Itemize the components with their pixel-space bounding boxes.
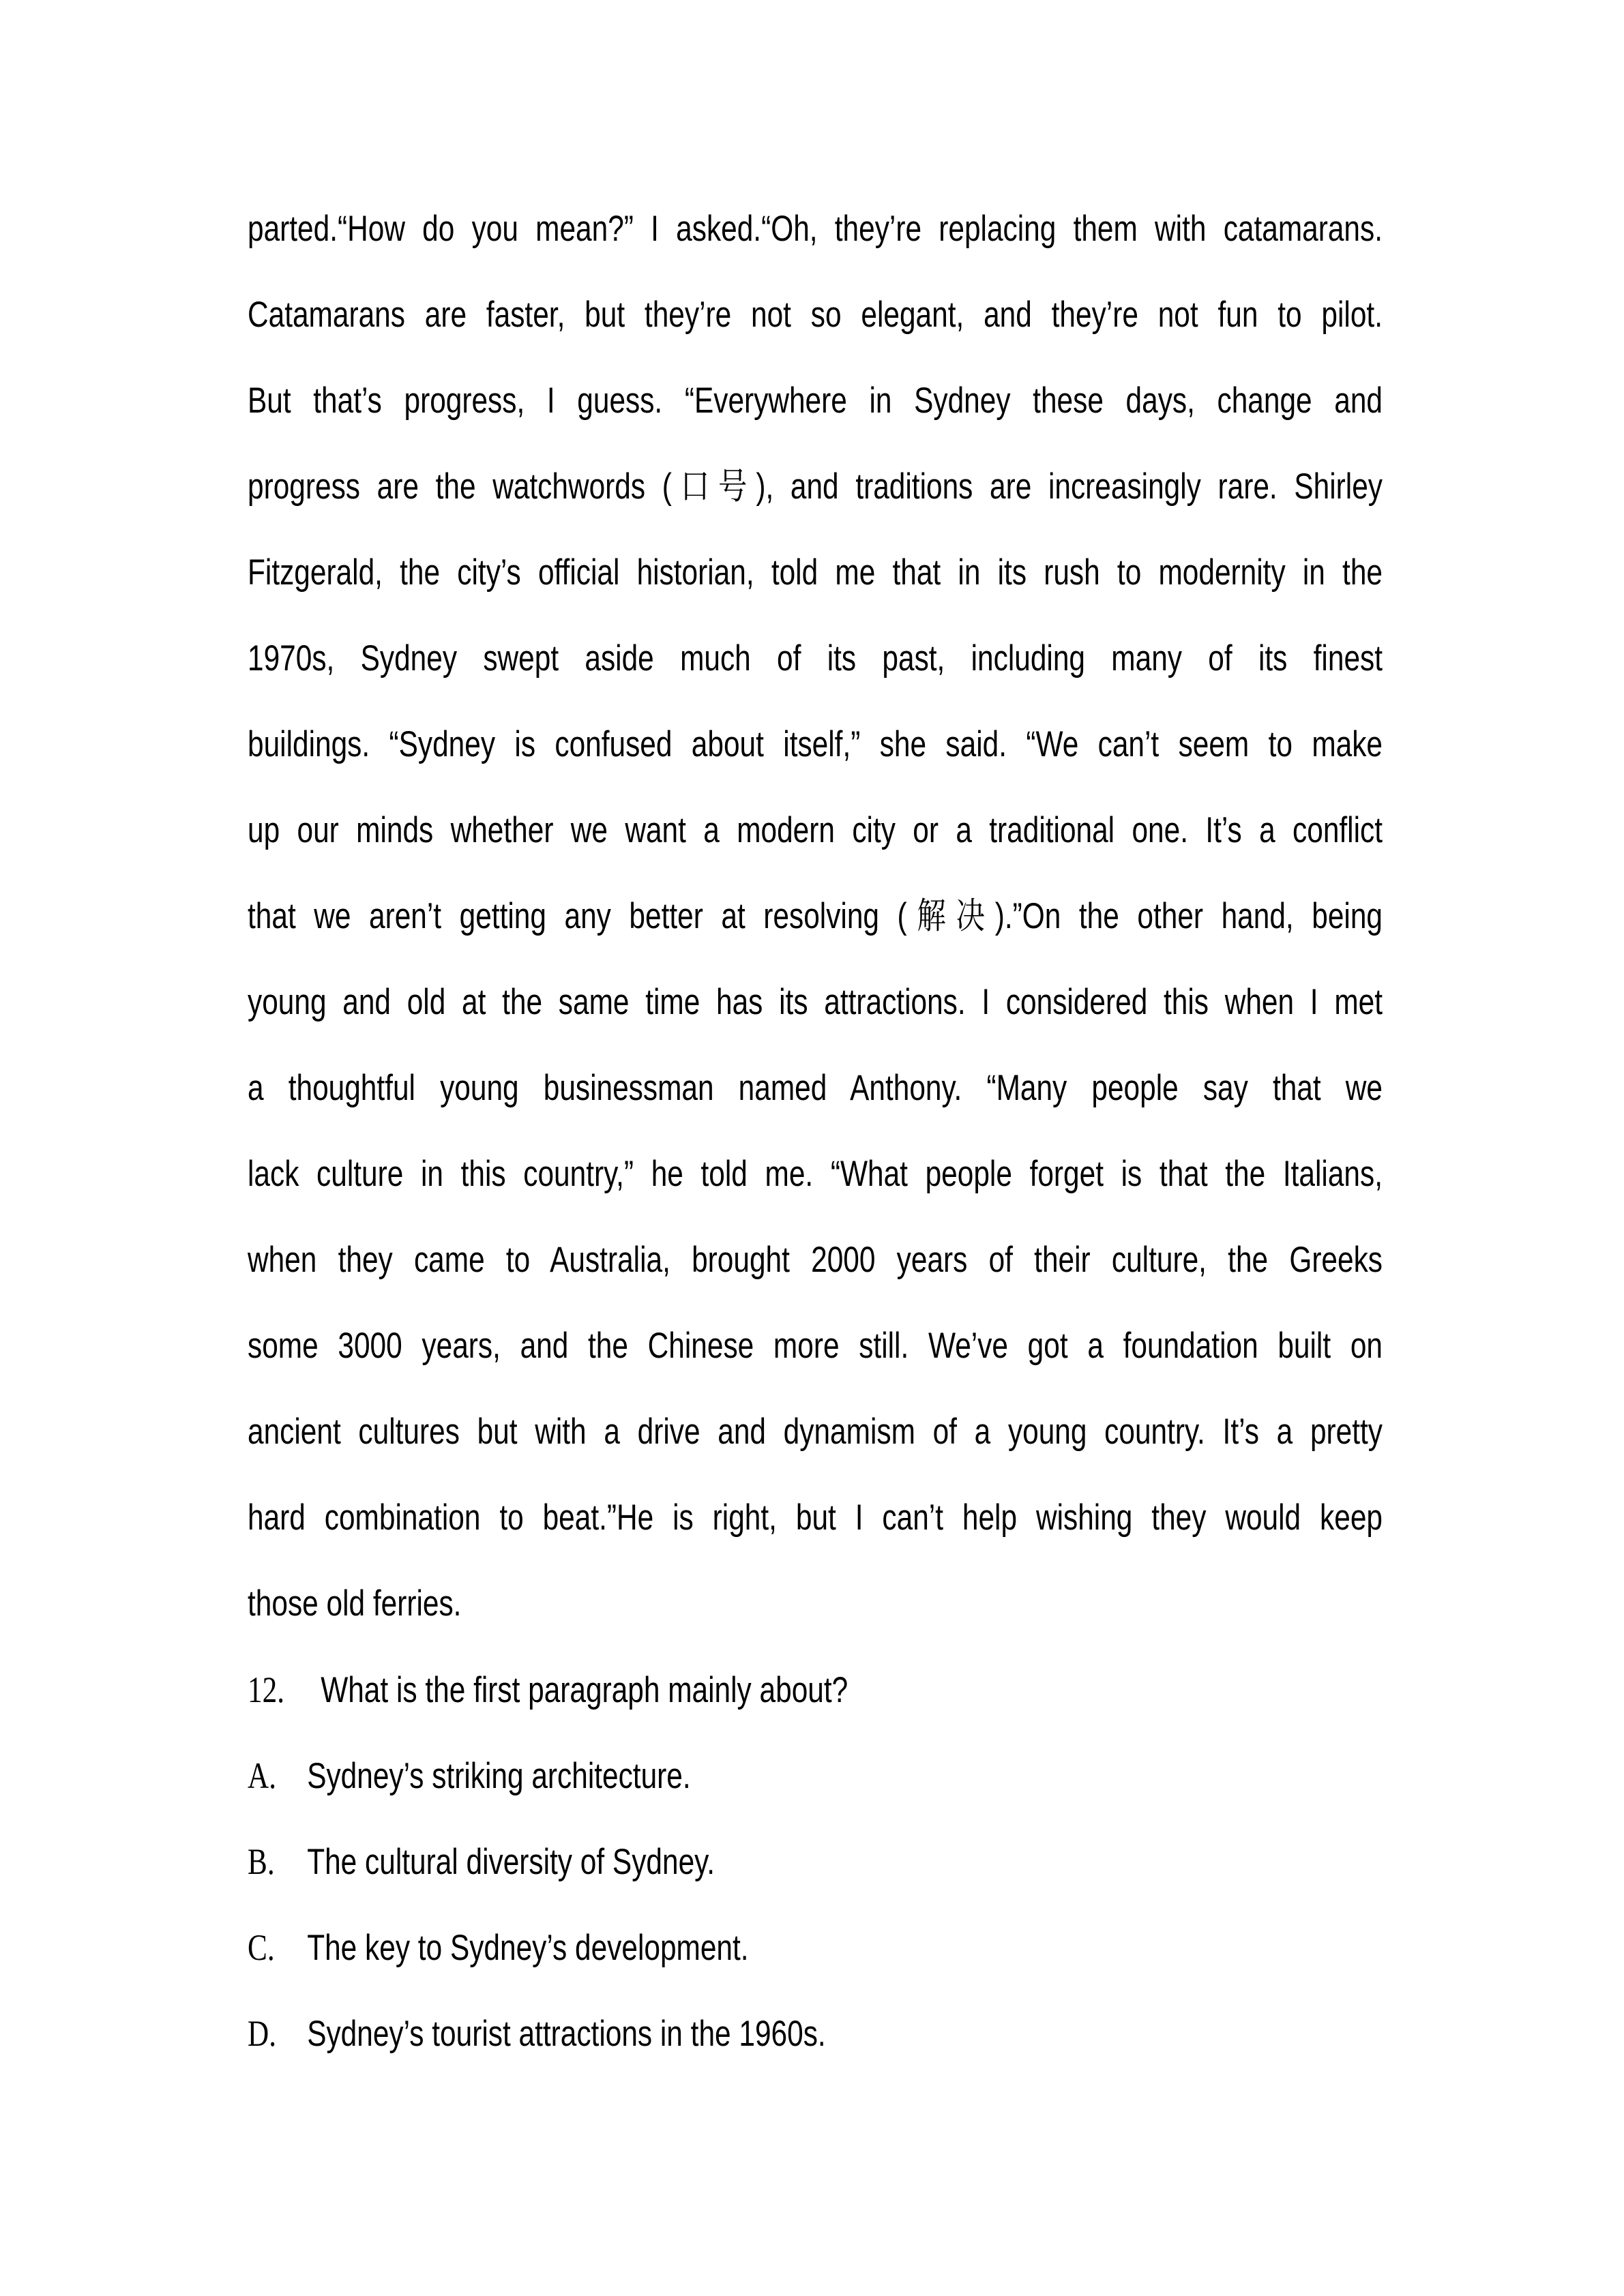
passage-line: those old ferries.: [248, 1583, 462, 1624]
passage-line: hard combination to beat.”He is right, but I can’t help wishing they would keep: [248, 1497, 1383, 1538]
option-text: The key to Sydney’s development.: [307, 1928, 749, 1968]
passage-line: parted.“How do you mean?” I asked.“Oh, they’re replacing them with catamarans.: [248, 209, 1383, 249]
option-letter: B.: [248, 1841, 275, 1882]
passage-line: buildings. “Sydney is confused about itself,” she said. “We can’t seem to make: [248, 724, 1383, 764]
passage: [248, 186, 1383, 1647]
option-letter: D.: [248, 2013, 276, 2054]
option-letter: A.: [248, 1755, 276, 1796]
passage-line: Catamarans are faster, but they’re not so elegant, and they’re not fun to pilot.: [248, 295, 1383, 335]
passage-line: Fitzgerald, the city’s official historian, told me that in its rush to modernity in the: [248, 552, 1383, 593]
passage-line: lack culture in this country,” he told me. “What people forget is that the Italians,: [248, 1154, 1383, 1194]
option-letter: C.: [248, 1927, 275, 1968]
passage-line: a thoughtful young businessman named Anthony. “Many people say that we: [248, 1068, 1383, 1108]
passage-line: progress are the watchwords (口号), and traditions are increasingly rare. Shirley: [248, 466, 1383, 507]
passage-line: ancient cultures but with a drive and dynamism of a young country. It’s a pretty: [248, 1412, 1383, 1452]
passage-line: But that’s progress, I guess. “Everywhere in Sydney these days, change and: [248, 381, 1383, 421]
option-row: [248, 1991, 1383, 2076]
passage-line: when they came to Australia, brought 2000 years of their culture, the Greeks: [248, 1240, 1383, 1280]
question-text: What is the first paragraph mainly about?: [321, 1670, 848, 1710]
option-row: [248, 1905, 1383, 1991]
passage-line: 1970s, Sydney swept aside much of its past, including many of its finest: [248, 638, 1383, 679]
option-row: [248, 1733, 1383, 1819]
question-row: [248, 1647, 1383, 1733]
option-row: [248, 1819, 1383, 1905]
passage-line: up our minds whether we want a modern city or a traditional one. It’s a conflict: [248, 810, 1383, 850]
passage-line: young and old at the same time has its attractions. I considered this when I met: [248, 982, 1383, 1022]
passage-line: that we aren’t getting any better at resolving (解决).”On the other hand, being: [248, 896, 1383, 936]
option-text: Sydney’s striking architecture.: [307, 1756, 691, 1796]
text-block: [248, 186, 1383, 2076]
passage-line: some 3000 years, and the Chinese more still. We’ve got a foundation built on: [248, 1326, 1383, 1366]
option-text: Sydney’s tourist attractions in the 1960s.: [307, 2014, 826, 2054]
question-number: 12.: [248, 1669, 284, 1710]
option-text: The cultural diversity of Sydney.: [307, 1842, 715, 1882]
